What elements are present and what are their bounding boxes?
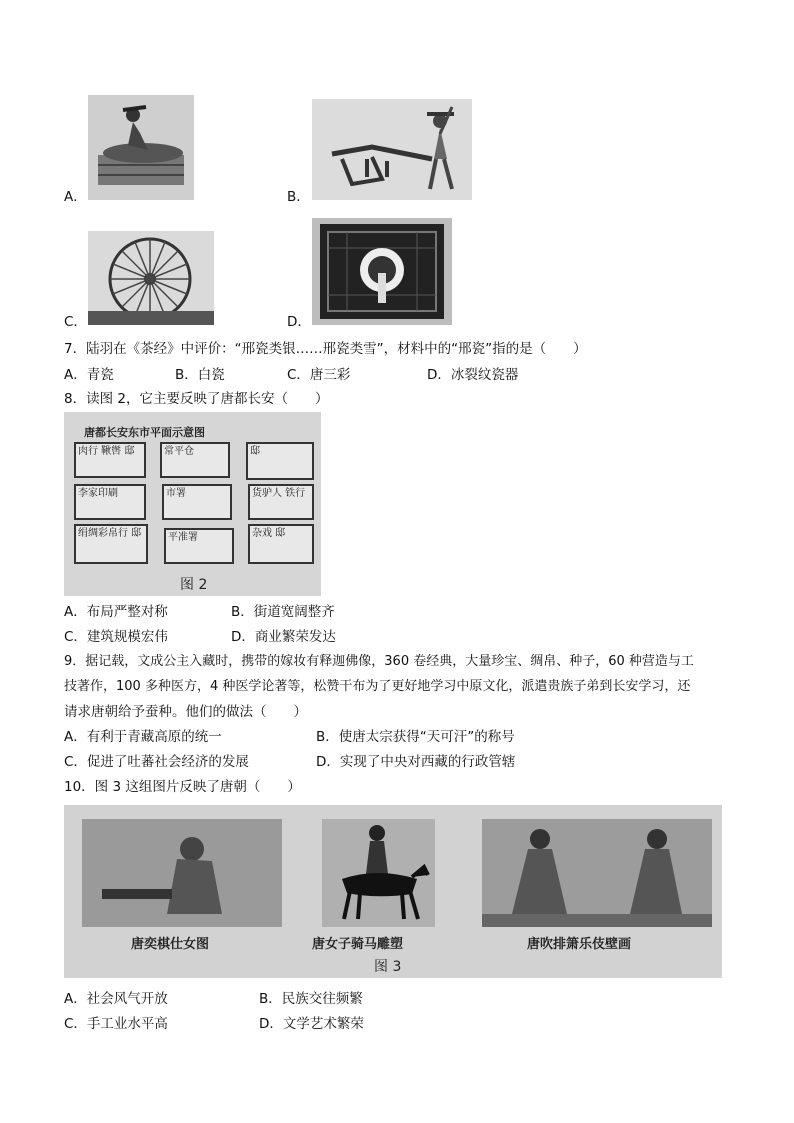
map-cell: 市署 bbox=[162, 484, 232, 520]
horse-riding-woman-image bbox=[322, 819, 435, 927]
plough-image bbox=[312, 99, 472, 200]
q8-stem: 8．读图 2，它主要反映了唐都长安（ ） bbox=[64, 391, 329, 407]
q9-option-c[interactable]: C．促进了吐蕃社会经济的发展 bbox=[64, 754, 249, 770]
map-cell: 肉行 鞦辔 邸 bbox=[74, 442, 146, 478]
q9-stem-line-3: 请求唐朝给予蚕种。他们的做法（ ） bbox=[64, 704, 307, 720]
q9-stem-line-2: 技著作，100 多种医方，4 种医学论著等，松赞干布为了更好地学习中原文化，派遣贵族子弟到长安学习，还 bbox=[64, 679, 691, 694]
q10-stem: 10．图 3 这组图片反映了唐朝（ ） bbox=[64, 779, 301, 795]
waterwheel-image bbox=[88, 231, 214, 325]
sericulture-image bbox=[88, 95, 194, 200]
caption-horse-riding-woman: 唐女子骑马雕塑 bbox=[312, 937, 404, 952]
map-cell: 李家印刷 bbox=[74, 484, 146, 520]
q6-option-d-label[interactable]: D． bbox=[287, 314, 311, 330]
q6-option-b-label[interactable]: B． bbox=[287, 189, 310, 205]
q7-option-c[interactable]: C．唐三彩 bbox=[287, 367, 351, 383]
q9-option-d[interactable]: D．实现了中央对西藏的行政管辖 bbox=[316, 754, 516, 770]
caption-xiao-musician-mural: 唐吹排箫乐伎壁画 bbox=[527, 937, 632, 952]
q9-option-a[interactable]: A．有利于青藏高原的统一 bbox=[64, 729, 222, 745]
map-cell: 杂戏 邸 bbox=[248, 524, 314, 564]
map-cell: 货驴人 铁行 bbox=[248, 484, 314, 520]
q8-option-b[interactable]: B．街道宽阔整齐 bbox=[231, 604, 335, 620]
go-playing-lady-image bbox=[82, 819, 282, 927]
porcelain-image bbox=[312, 218, 452, 325]
q9-option-b[interactable]: B．使唐太宗获得“天可汗”的称号 bbox=[316, 729, 515, 745]
q10-option-a[interactable]: A．社会风气开放 bbox=[64, 991, 168, 1007]
east-market-map bbox=[64, 412, 321, 596]
q10-option-c[interactable]: C．手工业水平高 bbox=[64, 1016, 168, 1032]
q10-option-b[interactable]: B．民族交往频繁 bbox=[259, 991, 363, 1007]
q10-option-d[interactable]: D．文学艺术繁荣 bbox=[259, 1016, 364, 1032]
figure-3-label: 图 3 bbox=[374, 959, 402, 975]
q8-option-a[interactable]: A．布局严整对称 bbox=[64, 604, 168, 620]
q7-option-d[interactable]: D．冰裂纹瓷器 bbox=[427, 367, 519, 383]
q7-option-a[interactable]: A．青瓷 bbox=[64, 367, 114, 383]
map-cell: 常平仓 bbox=[160, 442, 230, 478]
figure-2-label: 图 2 bbox=[180, 577, 208, 593]
map-cell: 邸 bbox=[246, 442, 314, 480]
map-title: 唐都长安东市平面示意图 bbox=[84, 426, 205, 439]
q8-option-d[interactable]: D．商业繁荣发达 bbox=[231, 629, 336, 645]
q6-option-a-label[interactable]: A． bbox=[64, 189, 87, 205]
figure-3-panel bbox=[64, 805, 722, 978]
q6-option-c-label[interactable]: C． bbox=[64, 314, 87, 330]
xiao-musician-mural-image bbox=[482, 819, 712, 927]
map-cell: 平准署 bbox=[164, 528, 234, 564]
map-cell: 绢绸彩帛行 邸 bbox=[74, 524, 148, 564]
q7-option-b[interactable]: B．白瓷 bbox=[175, 367, 225, 383]
q7-stem: 7．陆羽在《茶经》中评价：“邢瓷类银……邢瓷类雪”，材料中的“邢瓷”指的是（ ） bbox=[64, 341, 587, 357]
q9-stem-line-1: 9．据记载，文成公主入藏时，携带的嫁妆有释迦佛像，360 卷经典，大量珍宝、绸帛、种子，60 种营造与工 bbox=[64, 654, 694, 669]
q8-option-c[interactable]: C．建筑规模宏伟 bbox=[64, 629, 168, 645]
caption-go-playing-lady: 唐奕棋仕女图 bbox=[131, 937, 210, 952]
